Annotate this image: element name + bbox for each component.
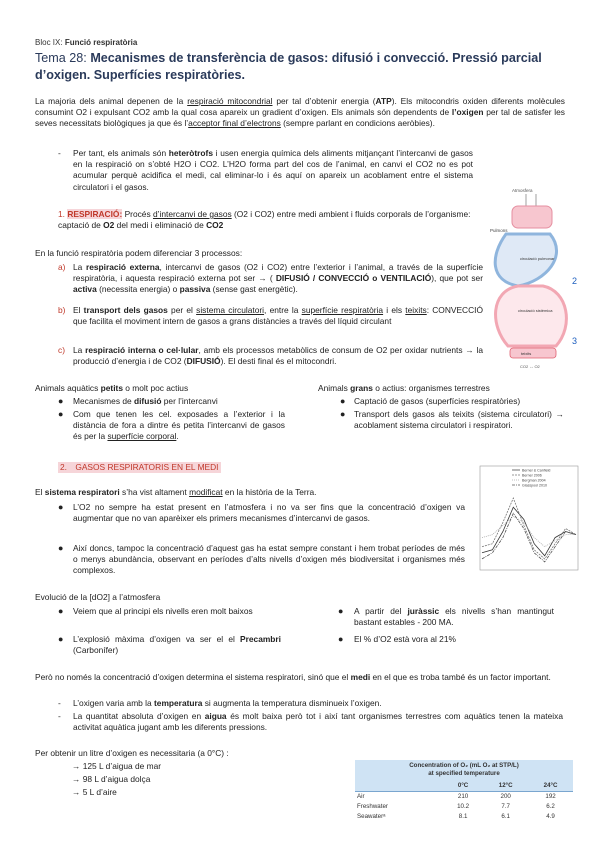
dash-marker: - <box>58 148 61 158</box>
section-1-number: 1. <box>58 209 65 219</box>
evolution-left-2: L’explosió màxima d’oxigen va ser el el Precambri (Carbonífer) <box>73 634 281 656</box>
history-bullet-1: L’O2 no sempre ha estat present en l’atmosfera i no va ser fins que la concentració d’oxigen va augmentar que no van aparèixer els primers mecanismes d’intercanvi de gasos. <box>73 502 465 524</box>
section-2 <box>58 462 221 473</box>
left-column-heading: Animals aquàtics petits o molt poc actius <box>35 383 189 393</box>
lungs-shape <box>512 206 552 228</box>
link-acceptor-final[interactable]: acceptor final d’electrons <box>188 118 281 129</box>
litre-item-2: → 98 L d’aigua dolça <box>72 774 151 784</box>
evolution-right-2: El % d’O2 està vora al 21% <box>354 634 456 644</box>
processes-intro: En la funció respiratòria podem diferenciar 3 processos: <box>35 248 243 258</box>
bullet: ● <box>338 606 344 616</box>
bullet: ● <box>58 396 64 406</box>
link-sistema-circulatori[interactable]: sistema circulatori <box>196 305 265 315</box>
bullet: ● <box>58 409 64 419</box>
section-2-title: GASOS RESPIRATORIS EN EL MEDI <box>75 462 219 472</box>
diagram-caption: CO2 ↔ O2 <box>520 364 540 369</box>
evolution-left-1: Veiem que al principi els nivells eren molt baixos <box>73 606 253 616</box>
medium-dash-1: L’oxigen varia amb la temperatura si augmenta la temperatura disminueix l’oxigen. <box>73 698 382 708</box>
bullet: ● <box>340 396 346 406</box>
table-header: 0°C <box>457 781 469 789</box>
link-superficie-respiratoria[interactable]: superfície respiratòria <box>301 305 384 315</box>
intro-paragraph: La majoria dels animal depenen de la respiració mitocondrial per tal d’obtenir energia (ATP). Els mitocondris oxiden diferents molècules consumint O2 i expulsant CO2 amb la qual cosa apareix un gradient d’oxigen. Els animals són dependents de l’oxigen per tal de satisfer les seves necessitats biològiques ja que és l’acceptor final d’electrons (sempre parlant en condicions aeròbies). <box>35 96 565 129</box>
history-bullet-2: Així doncs, tampoc la concentració d’aquest gas ha estat sempre constant i hem trobat períodes de més o menys abundància, observant en períodes d’alts nivells d’oxigen més biodiversitat i organismes més complexos. <box>73 543 465 576</box>
heterotrophs-item: Per tant, els animals són heteròtrofs i usen energia química dels aliments mitjançant l’intercanvi de gasos en la respiració on s’obté H2O i CO2. L’H2O forma part del cos de l’animal, en canvi el CO2 no es pot acumular perquè acidifica el medi, cal eliminar-lo i és aquí on apareix un acoblament entre el sistema circulatori i el gasos. <box>73 148 473 192</box>
right-bullet-2: Transport dels gasos als teixits (sistema circulatori) → acoblament sistema circulatori i respiratori. <box>354 409 564 431</box>
diagram-label-pulmo: Pulmons <box>490 228 508 233</box>
circulation-diagram <box>488 186 580 371</box>
bullet: ● <box>58 606 64 616</box>
circulation-diagram-svg <box>488 186 580 371</box>
link-modificat[interactable]: modificat <box>189 487 223 497</box>
history-intro: El sistema respiratori s’ha vist altament modificat en la història de la Terra. <box>35 487 317 497</box>
table-header: 12°C <box>498 781 513 789</box>
litre-item-3: → 5 L d’aire <box>72 787 117 797</box>
table-row: Air 210 200 192 <box>357 792 556 800</box>
bullet: ● <box>58 502 64 512</box>
topic-title: Mecanismes de transferència de gasos: difusió i convecció. Pressió parcial d’oxigen. Superfícies respiratòries. <box>35 51 542 82</box>
section-2-number: 2. <box>60 462 67 472</box>
process-b: El transport dels gasos per el sistema circulatori, entre la superfície respiratòria i els teixits: CONVECCIÓ que facilita el moviment intern de gasos a grans distàncies a través del líquid circulant <box>73 305 483 327</box>
concentration-table-wrap <box>355 760 573 823</box>
medium-paragraph: Però no només la concentració d’oxigen determina el sistema respiratori, sinó que el medi en el que es troba també és un factor important. <box>35 672 551 682</box>
litre-item-1: → 125 L d’aigua de mar <box>72 761 162 771</box>
diagram-number-3: 3 <box>572 336 578 346</box>
right-bullet-1: Captació de gasos (superfícies respiratòries) <box>354 396 521 406</box>
table-header: 24°C <box>543 781 558 789</box>
topic-heading <box>35 50 575 84</box>
marker-a: a) <box>58 262 66 272</box>
marker-c: c) <box>58 345 65 355</box>
legend-label: Glasspool 2010 <box>522 483 547 488</box>
legend-label: Bergman 2004 <box>522 478 546 483</box>
dash-marker: - <box>58 698 61 708</box>
diagram-label-circ-sist: circulació sistèmica <box>518 308 553 313</box>
tissues-shape <box>510 348 556 358</box>
process-c: La respiració interna o cel·lular, amb els processos metabòlics de consum de O2 per oxidar nutrients → la producció d’energia i de CO2 (DIFUSIÓ). El desti final és el mitocondri. <box>73 345 483 367</box>
evolution-title: Evolució de la [dO2] a l’atmosfera <box>35 592 161 602</box>
concentration-table <box>355 760 573 823</box>
diagram-top-label: Atmosfera <box>512 188 533 193</box>
bullet: ● <box>58 543 64 553</box>
table-row: Freshwater 10.2 7.7 6.2 <box>357 803 555 810</box>
left-bullet-2: Com que tenen les cel. exposades a l’exterior i la distància de fora a dintre és petita l’intercanvi de gasos és per la superfície corporal. <box>73 409 285 442</box>
link-respiracio-mitocondrial[interactable]: respiració mitocondrial <box>187 96 273 106</box>
block-prefix: Bloc IX: <box>35 38 63 47</box>
table-row: Seawaterᵃ 8.1 6.1 4.9 <box>357 813 555 821</box>
oxygen-history-chart <box>472 462 582 577</box>
table-header <box>355 781 443 792</box>
bullet: ● <box>338 634 344 644</box>
medium-dash-2: La quantitat absoluta d’oxigen en aigua és molt baixa però tot i així tant organismes terrestres com aquàtics tenen la mateixa activitat aquàtica jugant amb les diferents pressions. <box>73 711 563 733</box>
topic-number: Tema 28: <box>35 51 87 65</box>
oxygen-history-chart-svg <box>472 462 582 577</box>
link-teixits[interactable]: teixits <box>405 305 427 315</box>
block-label <box>35 38 137 49</box>
litre-intro: Per obtenir un litre d’oxigen es necessitaria (a 0°C) : <box>35 748 229 758</box>
section-1: 1. RESPIRACIÓ: Procés d’intercanvi de gasos (O2 i CO2) entre medi ambient i fluids corporals de l’organisme: captació de O2 del medi i eliminació de CO2 <box>58 209 471 231</box>
process-a: La respiració externa, intercanvi de gasos (O2 i CO2) entre l’exterior i l’animal, a través de la superfície respiratòria, i aquesta respiració externa pot ser → ( DIFUSIÓ / CONVECCIÓ o VENTILACIÓ), que pot ser activa (necessita energia) o passiva (sense gast energètic). <box>73 262 483 295</box>
evolution-right-1: A partir del juràssic els nivells s’han mantingut bastant estables - 200 MA. <box>354 606 554 628</box>
section-1-title: RESPIRACIÓ: <box>67 209 123 219</box>
block-name: Funció respiratòria <box>64 38 138 47</box>
legend-label: Berner 2006 <box>522 473 542 478</box>
right-column-heading: Animals grans o actius: organismes terrestres <box>318 383 490 393</box>
dash-marker: - <box>58 711 61 721</box>
diagram-number-2: 2 <box>572 276 578 286</box>
bullet: ● <box>340 409 346 419</box>
table-title: Concentration of O₂ (mL O₂ at STP/L) at specified temperature <box>409 762 519 778</box>
systemic-loop <box>496 286 567 346</box>
left-bullet-1: Mecanismes de difusió per l’intercanvi <box>73 396 218 406</box>
diagram-label-circ-pulm: circulació pulmonar <box>520 256 555 261</box>
link-intercanvi-gasos[interactable]: d’intercanvi de gasos <box>152 209 232 219</box>
link-superficie-corporal[interactable]: superfície corporal <box>107 431 177 442</box>
legend-label: Berner & Canfield <box>522 468 551 473</box>
bullet: ● <box>58 634 64 644</box>
marker-b: b) <box>58 305 66 315</box>
diagram-label-teixits: teixits <box>521 351 532 356</box>
